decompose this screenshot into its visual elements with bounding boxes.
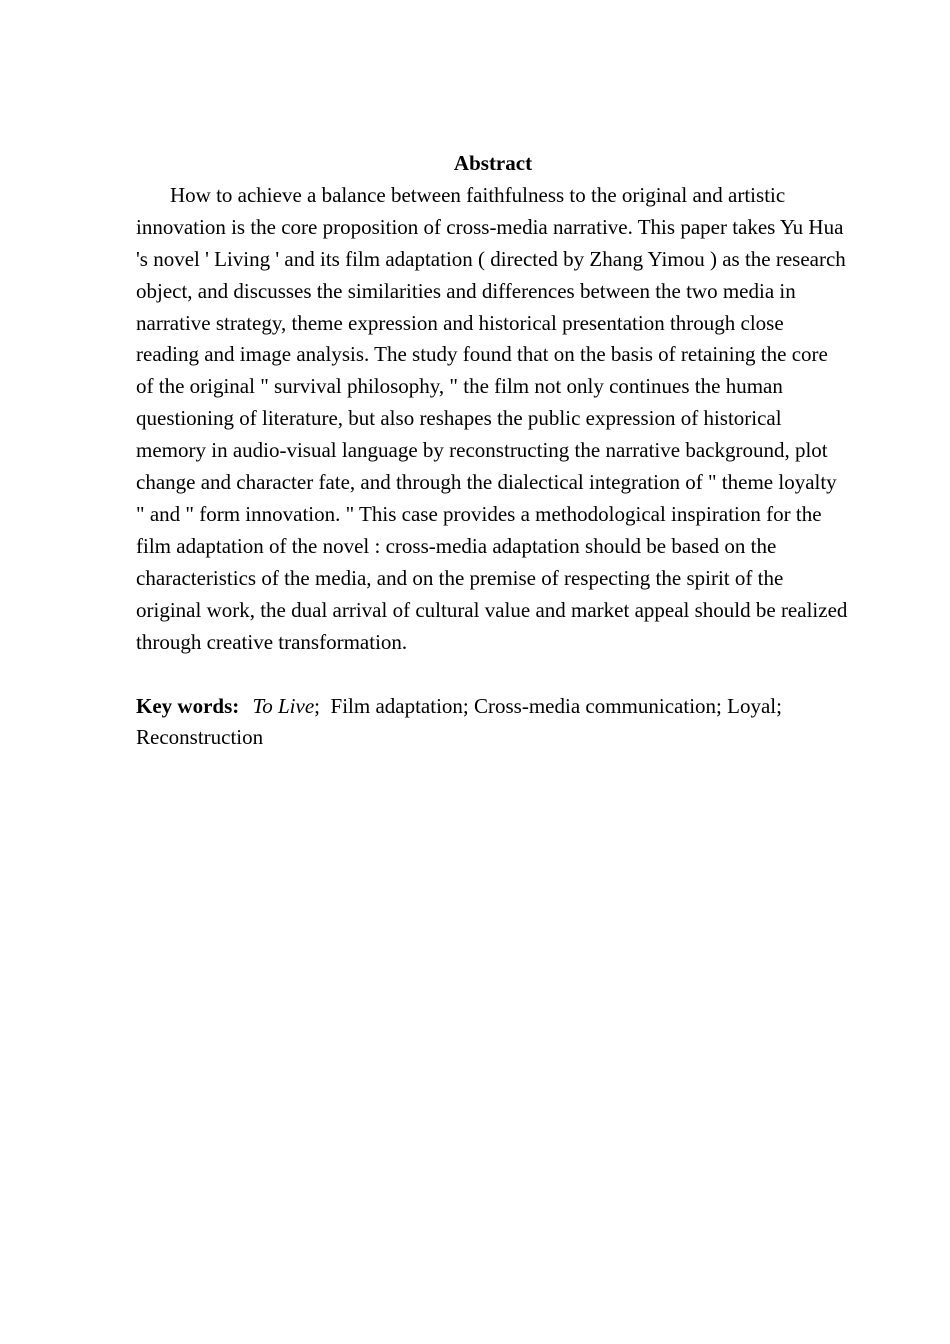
- keyword-separator: ;: [314, 693, 331, 718]
- keywords-rest: Film adaptation; Cross-media communication; Loyal; Reconstruction: [136, 693, 782, 750]
- keywords-label: Key words:: [136, 693, 240, 718]
- abstract-title: Abstract: [453, 151, 533, 175]
- abstract-body: How to achieve a balance between faithfulness to the original and artistic innovation is the core proposition of cross-media narrative. This paper takes Yu Hua 's novel ' Living ' and its film adaptation ( directed by Zhang Yimou ) as the research object, and discusses the similarities and differences between the two media in narrative strategy, theme expression and historical presentation through close reading and image analysis. The study found that on the basis of retaining the core of the original " survival philosophy, " the film not only continues the human questioning of literature, but also reshapes the public expression of historical memory in audio-visual language by reconstructing the narrative background, plot change and character fate, and through the dialectical integration of " theme loyalty " and " form innovation. " This case provides a methodological inspiration for the film adaptation of the novel : cross-media adaptation should be based on the characteristics of the media, and on the premise of respecting the spirit of the original work, the dual arrival of cultural value and market appeal should be realized through creative transformation.: [136, 182, 848, 654]
- keywords-line: [136, 691, 850, 755]
- keyword-title: To Live: [252, 693, 315, 718]
- abstract-section: [136, 148, 850, 754]
